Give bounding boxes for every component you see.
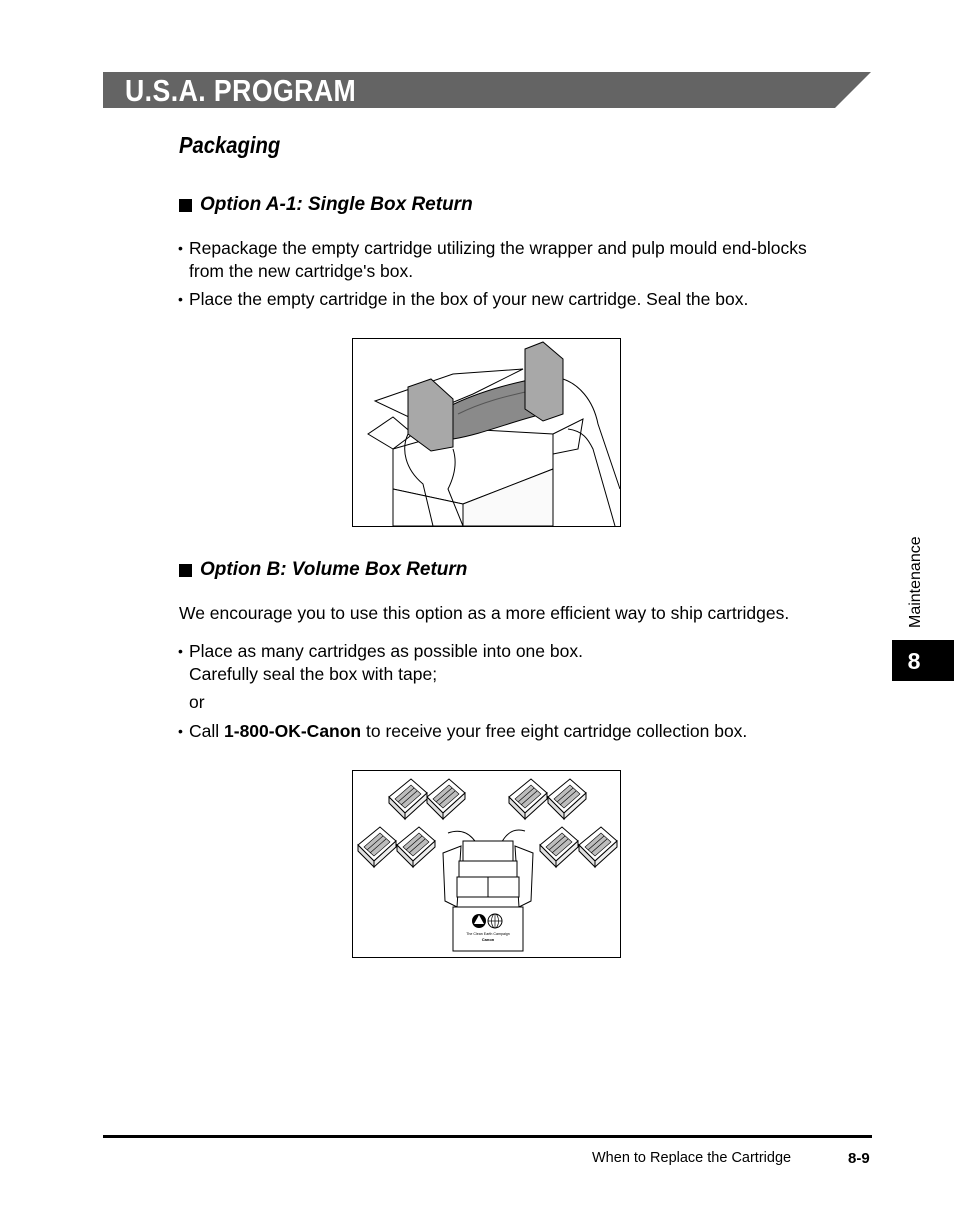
bullet-dot-icon: • [178,643,183,659]
volume-box-figure [352,770,621,958]
campaign-label: The Clean Earth Campaign [466,932,510,936]
square-bullet-icon [179,199,192,212]
cartridge-icon [540,827,578,867]
page-number: 8-9 [848,1150,870,1167]
cartridge-packing-illustration [353,339,620,526]
list-item-text [189,720,747,743]
or-text: or [189,692,205,712]
bullet-dot-icon: • [178,723,183,739]
footer-divider [103,1135,872,1138]
cartridge-icon [548,779,586,819]
list-item-text: Place as many cartridges as possible into one box. [189,641,583,661]
cartridge-icon [358,827,396,867]
option-b-intro: We encourage you to use this option as a more efficient way to ship cartridges. [179,603,790,623]
chapter-side-label: Maintenance [907,536,924,628]
call-suffix: to receive your free eight cartridge collection box. [361,721,748,741]
bullet-dot-icon: • [178,291,183,307]
bullet-dot-icon: • [178,240,183,256]
title-banner [103,72,871,108]
page-title: U.S.A. PROGRAM [125,73,357,108]
list-item-text: from the new cartridge's box. [189,261,414,281]
chapter-number: 8 [907,648,921,674]
list-item-text: Carefully seal the box with tape; [189,664,438,684]
list-item-text: Repackage the empty cartridge utilizing the wrapper and pulp mould end-blocks [189,238,807,258]
cartridge-icon [427,779,465,819]
footer-section-title: When to Replace the Cartridge [592,1150,792,1166]
cartridge-icon [389,779,427,819]
option-a-heading [179,194,473,216]
collection-box-illustration [353,771,620,957]
cartridge-icon [509,779,547,819]
cartridge-icon [579,827,617,867]
chapter-tab [892,640,954,681]
phone-number: 1-800-OK-Canon [224,721,362,741]
cartridge-icon [397,827,435,867]
list-item-text: Place the empty cartridge in the box of your new cartridge. Seal the box. [189,289,749,309]
single-box-figure [352,338,621,527]
call-prefix: Call [189,721,225,741]
option-a-heading-text: Option A-1: Single Box Return [200,194,473,215]
option-b-heading-text: Option B: Volume Box Return [200,559,468,580]
option-b-heading [179,559,467,581]
brand-label: Canon [481,937,495,942]
square-bullet-icon [179,564,192,577]
section-title: Packaging [179,132,281,158]
